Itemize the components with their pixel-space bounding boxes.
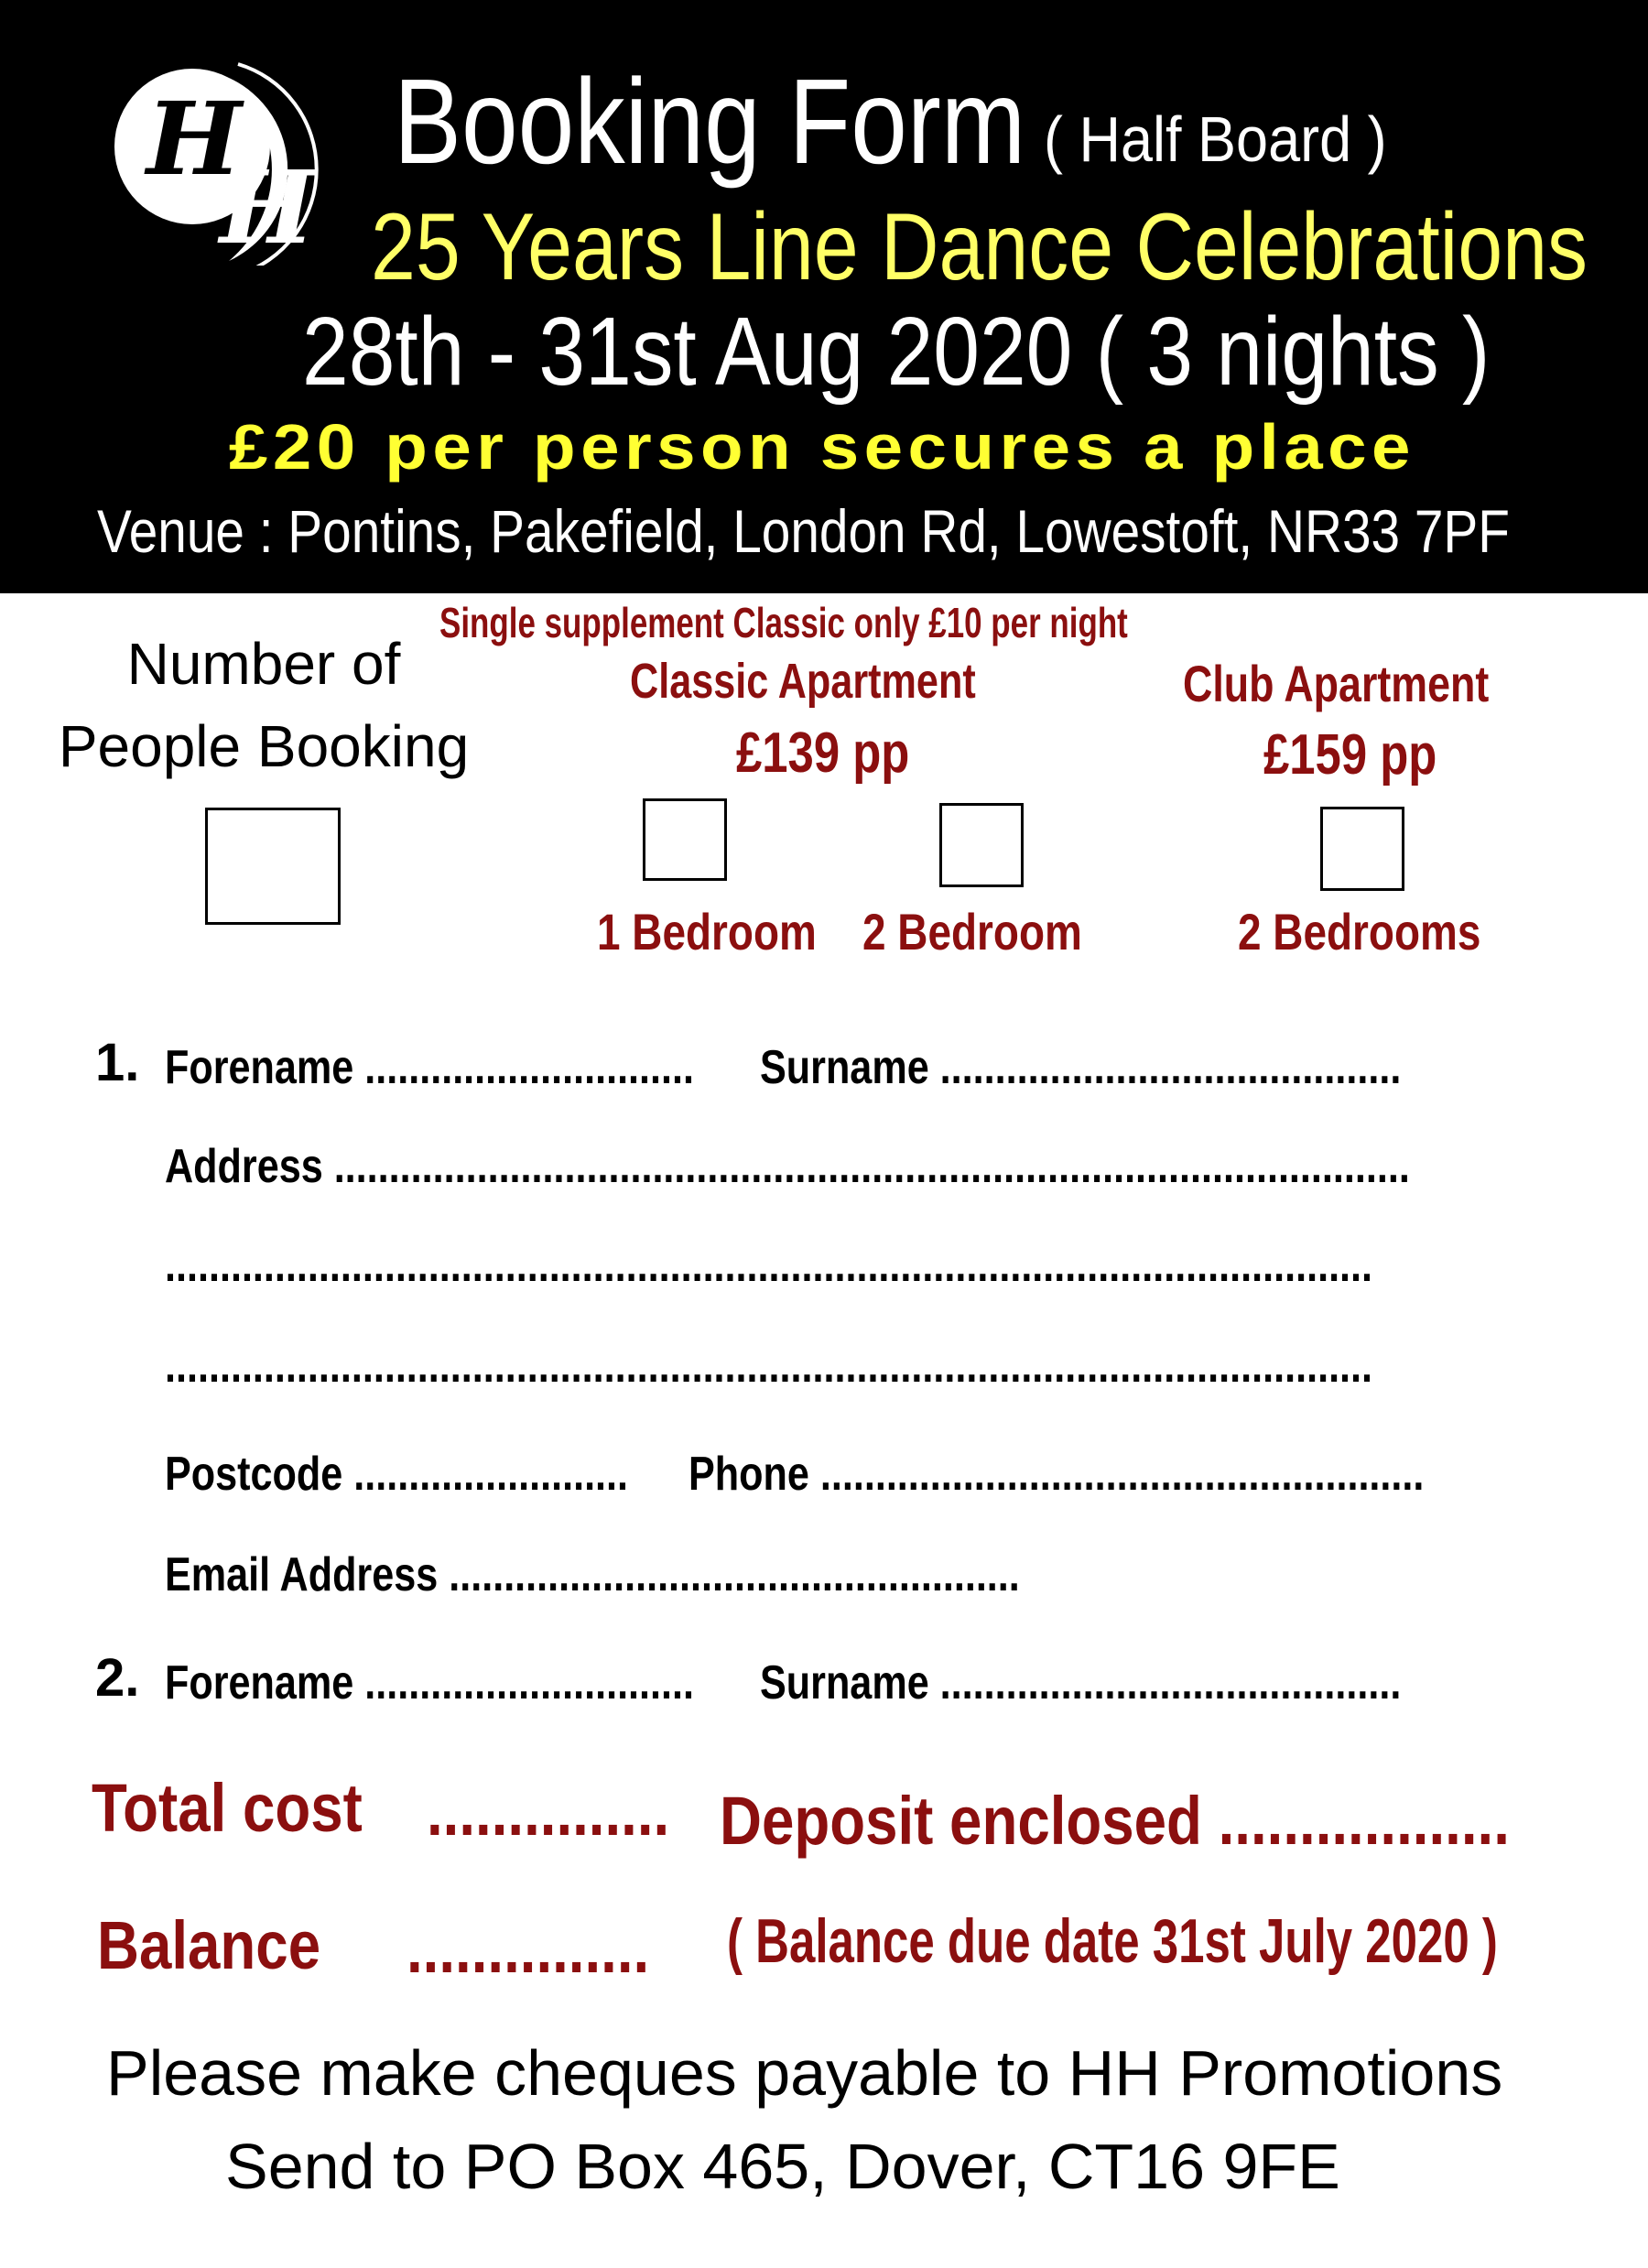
postal-address: Send to PO Box 465, Dover, CT16 9FE xyxy=(225,2131,1340,2202)
people-count-box[interactable] xyxy=(205,808,341,925)
room-option-2-bedroom: 2 Bedroom xyxy=(862,903,1082,960)
form-subtitle: ( Half Board ) xyxy=(1044,103,1387,175)
person-2-number: 2. xyxy=(95,1648,140,1708)
person-1-email-field[interactable]: Email Address .................................................... xyxy=(165,1548,1020,1601)
club-2-bedrooms-checkbox[interactable] xyxy=(1320,807,1404,891)
room-option-1-bedroom: 1 Bedroom xyxy=(597,903,817,960)
hh-logo xyxy=(92,46,357,266)
person-2-forename-field[interactable]: Forename .............................. xyxy=(165,1656,695,1709)
person-1-address-line-3[interactable]: .............................................................................................................. xyxy=(165,1340,1373,1393)
classic-apartment-title: Classic Apartment xyxy=(630,654,976,709)
balance-label: Balance xyxy=(97,1907,321,1983)
event-dates: 28th - 31st Aug 2020 ( 3 nights ) xyxy=(302,298,1491,406)
person-2-surname-field[interactable]: Surname .......................................... xyxy=(760,1656,1402,1709)
balance-due-date: ( Balance due date 31st July 2020 ) xyxy=(727,1906,1498,1976)
header-banner xyxy=(0,0,1648,593)
person-1-postcode-field[interactable]: Postcode ......................... xyxy=(165,1448,629,1501)
deposit-info: £20 per person secures a place xyxy=(229,411,1415,483)
person-1-number: 1. xyxy=(95,1033,140,1092)
person-1-phone-field[interactable]: Phone ....................................................... xyxy=(688,1448,1425,1501)
person-1-surname-field[interactable]: Surname .......................................... xyxy=(760,1041,1402,1094)
person-1-forename-field[interactable]: Forename .............................. xyxy=(165,1041,695,1094)
club-apartment-title: Club Apartment xyxy=(1183,655,1490,712)
room-option-2-bedrooms: 2 Bedrooms xyxy=(1238,903,1481,960)
balance-field[interactable]: ............... xyxy=(407,1911,650,1987)
people-booking-label: Number of People Booking xyxy=(58,631,470,779)
venue-address: Venue : Pontins, Pakefield, London Rd, Lowestoft, NR33 7PF xyxy=(97,497,1510,565)
cheque-payee-note: Please make cheques payable to HH Promotions xyxy=(106,2037,1503,2109)
person-1-address-line-2[interactable]: .............................................................................................................. xyxy=(165,1239,1373,1292)
svg-text:H: H xyxy=(220,148,315,266)
total-cost-field[interactable]: ............... xyxy=(427,1774,670,1850)
deposit-enclosed-field[interactable]: Deposit enclosed .................. xyxy=(720,1783,1510,1859)
event-name: 25 Years Line Dance Celebrations xyxy=(371,194,1588,300)
total-cost-label: Total cost xyxy=(92,1770,363,1846)
form-title: Booking Form xyxy=(394,54,1026,189)
single-supplement-note: Single supplement Classic only £10 per night xyxy=(439,599,1128,646)
classic-1-bedroom-checkbox[interactable] xyxy=(643,798,727,881)
person-1-address-field[interactable]: Address .................................................................................................. xyxy=(165,1140,1410,1193)
classic-2-bedroom-checkbox[interactable] xyxy=(939,803,1024,887)
svg-text:H: H xyxy=(146,80,242,198)
classic-apartment-price: £139 pp xyxy=(736,722,910,785)
club-apartment-price: £159 pp xyxy=(1263,723,1437,787)
